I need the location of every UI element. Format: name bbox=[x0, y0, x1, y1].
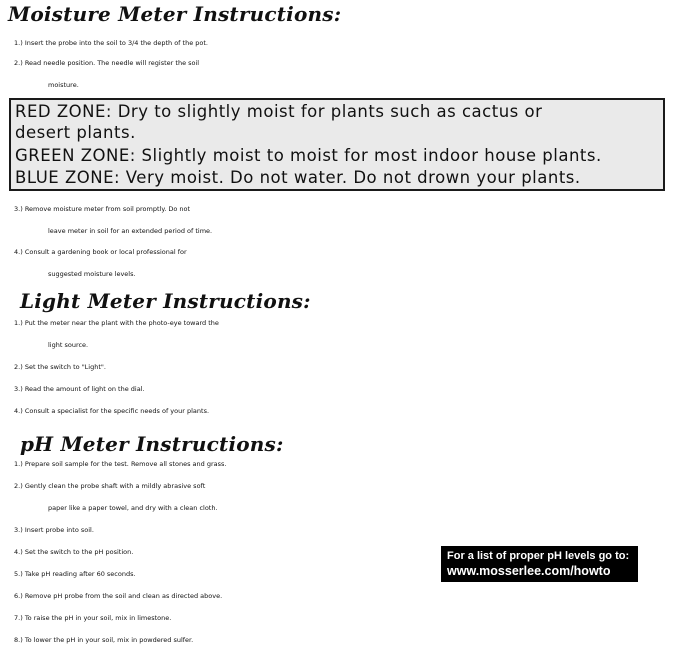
light-step-1 bbox=[14, 313, 676, 356]
step-text: To raise the pH in your soil, mix in limestone. bbox=[24, 614, 172, 622]
step-number: 2.) bbox=[14, 59, 25, 67]
step-number: 2.) bbox=[14, 482, 25, 490]
step-text: Set the switch to the pH position. bbox=[24, 548, 134, 556]
step-number: 4.) bbox=[14, 407, 25, 415]
light-step-3 bbox=[14, 379, 676, 401]
step-number: 1.) bbox=[14, 319, 25, 327]
moisture-step-4 bbox=[14, 242, 676, 285]
blue-zone-line: BLUE ZONE: Very moist. Do not water. Do not drown your plants. bbox=[15, 168, 581, 187]
step-text-continued: paper like a paper towel, and dry with a clean cloth. bbox=[48, 503, 218, 512]
step-text: Consult a specialist for the specific needs of your plants. bbox=[24, 407, 210, 415]
step-number: 3.) bbox=[14, 526, 25, 534]
step-text: Remove pH probe from the soil and clean as directed above. bbox=[24, 592, 223, 600]
step-text: Gently clean the probe shaft with a mildly abrasive soft bbox=[24, 482, 206, 490]
moisture-heading: Moisture Meter Instructions: bbox=[8, 2, 342, 26]
step-number: 1.) bbox=[14, 460, 25, 468]
step-number: 5.) bbox=[14, 570, 25, 578]
step-text-continued: leave meter in soil for an extended period of time. bbox=[48, 226, 213, 235]
step-number: 7.) bbox=[14, 614, 25, 622]
step-number: 4.) bbox=[14, 248, 25, 256]
ph-heading: pH Meter Instructions: bbox=[20, 432, 284, 456]
ph-step-2 bbox=[14, 476, 676, 519]
step-text: To lower the pH in your soil, mix in powdered sulfer. bbox=[24, 636, 194, 644]
ph-step-6 bbox=[14, 586, 676, 608]
step-text: Read the amount of light on the dial. bbox=[24, 385, 145, 393]
ph-levels-url-badge bbox=[441, 546, 638, 582]
step-text: Put the meter near the plant with the photo-eye toward the bbox=[24, 319, 219, 327]
moisture-step-2 bbox=[14, 53, 676, 96]
step-text: Insert probe into soil. bbox=[24, 526, 94, 534]
light-step-2 bbox=[14, 357, 676, 379]
url-badge-caption: For a list of proper pH levels go to: bbox=[447, 550, 630, 562]
step-text-continued: suggested moisture levels. bbox=[48, 269, 136, 278]
ph-step-7 bbox=[14, 608, 676, 630]
step-number: 3.) bbox=[14, 385, 25, 393]
step-number: 3.) bbox=[14, 205, 25, 213]
step-number: 4.) bbox=[14, 548, 25, 556]
ph-step-8 bbox=[14, 630, 676, 652]
red-zone-line-2: desert plants. bbox=[15, 123, 136, 142]
step-text-continued: moisture. bbox=[48, 80, 79, 89]
green-zone-line: GREEN ZONE: Slightly moist to moist for most indoor house plants. bbox=[15, 146, 602, 165]
step-text: Read needle position. The needle will register the soil bbox=[24, 59, 200, 67]
ph-step-3 bbox=[14, 520, 676, 542]
url-badge-link[interactable]: www.mosserlee.com/howto bbox=[447, 564, 611, 578]
light-step-4 bbox=[14, 401, 676, 423]
ph-step-1 bbox=[14, 454, 676, 476]
step-text: Consult a gardening book or local professional for bbox=[24, 248, 187, 256]
step-text: Insert the probe into the soil to 3/4 the depth of the pot. bbox=[24, 39, 208, 47]
step-text: Remove moisture meter from soil promptly. Do not bbox=[24, 205, 191, 213]
step-text: Prepare soil sample for the test. Remove all stones and grass. bbox=[24, 460, 227, 468]
light-heading: Light Meter Instructions: bbox=[20, 289, 311, 313]
step-number: 1.) bbox=[14, 39, 25, 47]
step-text: Set the switch to "Light". bbox=[24, 363, 106, 371]
step-text-continued: light source. bbox=[48, 340, 89, 349]
red-zone-line-1: RED ZONE: Dry to slightly moist for plants such as cactus or bbox=[15, 102, 543, 121]
step-number: 6.) bbox=[14, 592, 25, 600]
step-text: Take pH reading after 60 seconds. bbox=[24, 570, 136, 578]
moisture-step-3 bbox=[14, 199, 676, 242]
step-number: 2.) bbox=[14, 363, 25, 371]
moisture-step-1 bbox=[14, 33, 676, 55]
step-number: 8.) bbox=[14, 636, 25, 644]
